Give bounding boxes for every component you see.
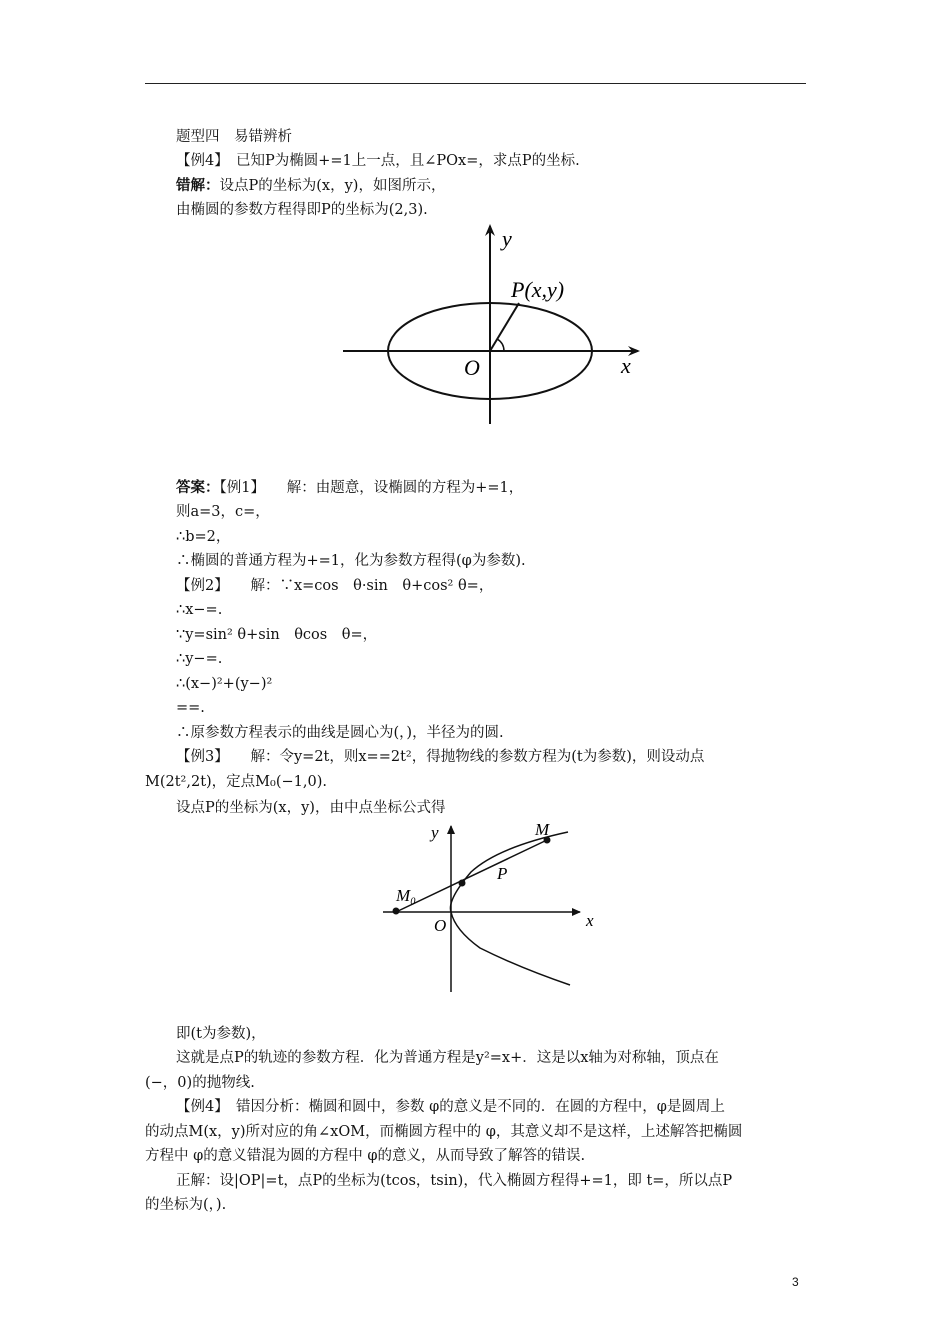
p-label: P	[497, 864, 508, 883]
parabola-curve	[450, 832, 570, 985]
answer-line-2: 则a=3，c=，	[176, 504, 270, 520]
after-line-2: 这就是点P的轨迹的参数方程．化为普通方程是y²=x+．这是以x轴为对称轴，顶点在	[176, 1050, 719, 1066]
answer-line-5: 【例2】 解：∵x=cos θ·sin θ+cos² θ=，	[176, 578, 494, 594]
x-axis-label: x	[586, 911, 594, 930]
answer-line-4: ∴椭圆的普通方程为+=1，化为参数方程得(φ为参数).	[176, 553, 526, 569]
point-p	[459, 880, 466, 887]
m0-m-segment	[396, 840, 547, 912]
after-line-7: 正解：设|OP|=t，点P的坐标为(tcos，tsin)，代入椭圆方程得+=1，即 t=，所以点P	[176, 1173, 733, 1189]
ellipse-figure	[335, 220, 655, 430]
angle-arc	[498, 339, 504, 351]
answer-label: 答案：	[176, 479, 220, 496]
after-line-6: 方程中 φ的意义错混为圆的方程中 φ的意义，从而导致了解答的错误.	[145, 1148, 586, 1164]
answer-line-12: 【例3】 解：令y=2t，则x==2t²，得抛物线的参数方程为(t为参数)，则设动点	[176, 749, 705, 765]
y-axis-label: y	[502, 226, 512, 251]
after-line-4: 【例4】 错因分析：椭圆和圆中，参数 φ的意义是不同的．在圆的方程中，φ是圆周上	[176, 1099, 725, 1115]
op-segment	[490, 303, 519, 351]
answer-line-10: ==.	[176, 700, 205, 716]
section-title: 题型四 易错辨析	[176, 129, 292, 145]
after-line-1: 即(t为参数)，	[176, 1026, 266, 1042]
wrong-solution-line2: 由椭圆的参数方程得即P的坐标为(2,3).	[176, 202, 428, 218]
m-label: M	[535, 820, 550, 839]
y-axis-label: y	[431, 823, 439, 842]
parabola-figure	[375, 815, 605, 995]
origin-label: O	[464, 355, 480, 380]
answer-line-8: ∴y−=.	[176, 651, 223, 667]
header-rule	[145, 83, 806, 84]
x-axis-label: x	[621, 353, 631, 378]
point-m0	[393, 908, 400, 915]
example4-question: 【例4】 已知P为椭圆+=1上一点，且∠POx=，求点P的坐标.	[176, 153, 580, 169]
wrong-text1: 设点P的坐标为(x，y)，如图所示，	[219, 178, 446, 194]
after-line-5: 的动点M(x，y)所对应的角∠xOM，而椭圆方程中的 φ，其意义却不是这样，上述解答把椭圆	[145, 1124, 743, 1140]
after-line-8: 的坐标为(，).	[145, 1197, 227, 1213]
answer-line-14: 设点P的坐标为(x，y)，由中点坐标公式得	[176, 800, 446, 816]
after-line-3: (−，0)的抛物线.	[145, 1075, 255, 1091]
point-p-label: P(x,y)	[511, 277, 565, 302]
origin-label: O	[434, 916, 447, 935]
answer-line-7: ∵y=sin² θ+sin θcos θ=，	[176, 627, 378, 643]
page-number: 3	[792, 1275, 799, 1289]
wrong-solution-line1	[176, 176, 445, 196]
wrong-label: 错解：	[176, 177, 220, 194]
answer-line-6: ∴x−=.	[176, 602, 223, 618]
answer-line-3: ∴b=2，	[176, 529, 231, 545]
answer-line-1	[176, 478, 523, 498]
answer-line-9: ∴(x−)²+(y−)²	[176, 676, 273, 692]
answer-line-13: M(2t²,2t)，定点M₀(−1,0).	[145, 774, 327, 790]
answer-line-11: ∴原参数方程表示的曲线是圆心为(，)，半径为的圆.	[176, 725, 504, 741]
answer-text: 【例1】 解：由题意，设椭圆的方程为+=1，	[219, 480, 524, 496]
m0-label: M₀	[396, 886, 417, 905]
